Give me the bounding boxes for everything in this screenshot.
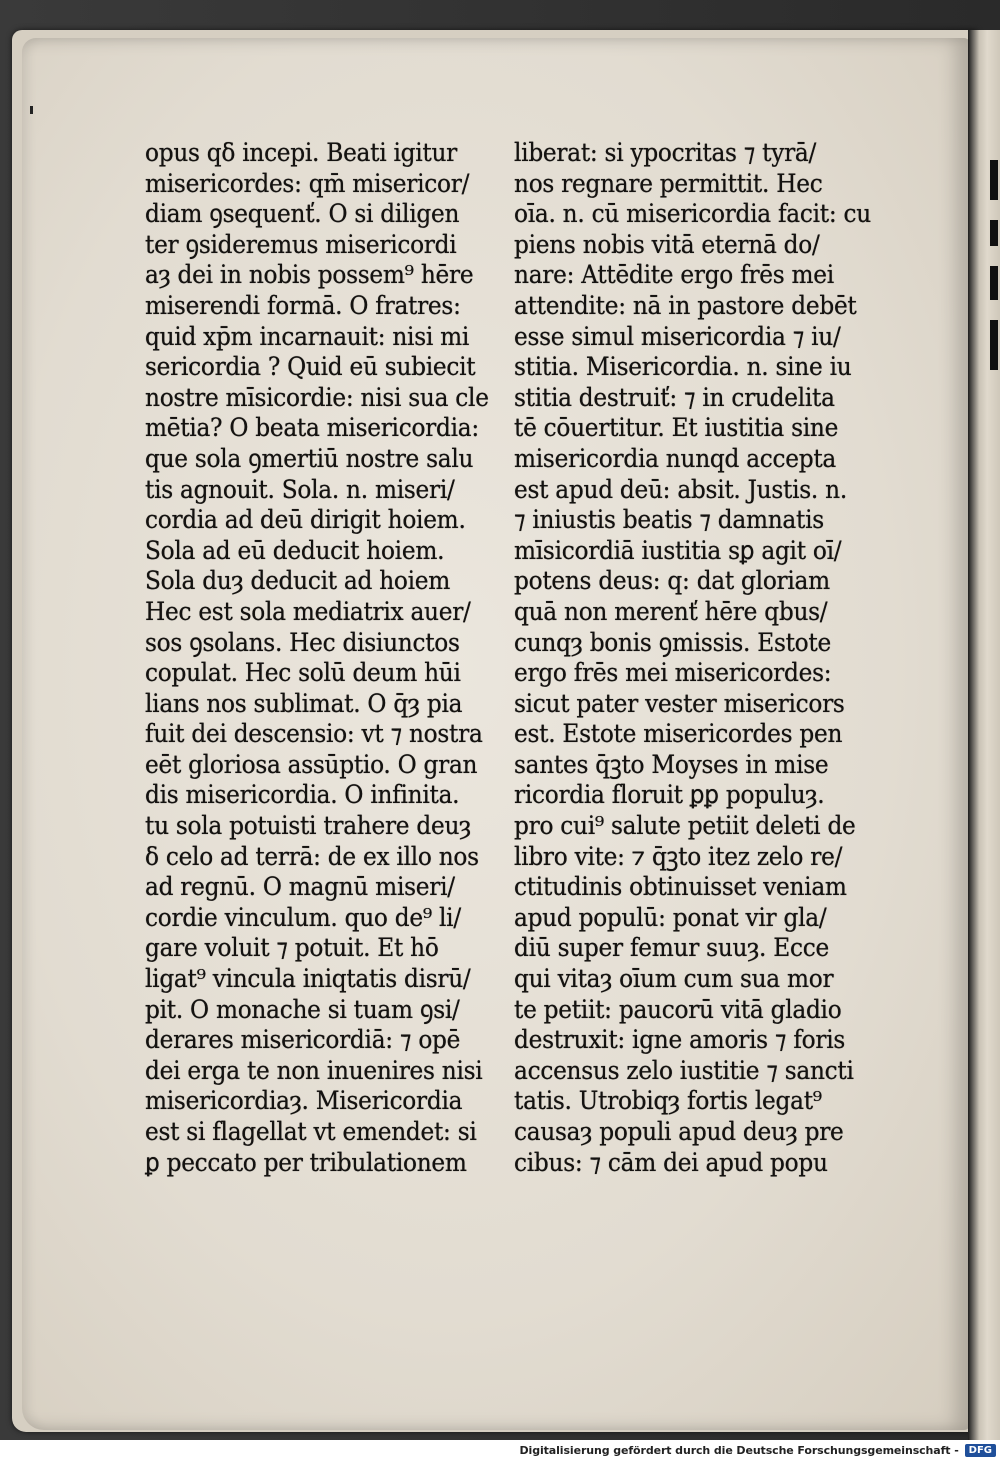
text-line: Sola duȝ deducit ad hoiem: [145, 566, 451, 596]
text-line: sicut pater vester misericors: [514, 688, 845, 718]
facing-page-ink: [990, 220, 998, 246]
text-line: miserendi formā. O fratres:: [145, 290, 461, 320]
text-line: mīsicordiā iustitia sꝑ agit oī/: [514, 535, 842, 565]
text-line: cunqȝ bonis ꝯmissis. Estote: [514, 627, 831, 657]
text-line: qui vitaȝ oīum cum sua mor: [514, 964, 834, 994]
text-line: ad regnū. O magnū miseri/: [145, 872, 455, 902]
facing-page-ink: [990, 160, 998, 200]
text-line: gare voluit ⁊ potuit. Et hō: [145, 933, 439, 963]
text-line: pit. O monache si tuam ꝯsi/: [145, 994, 460, 1024]
text-line: est si flagellat vt emendet: si: [145, 1117, 477, 1146]
text-line: pro cui⁹ salute petiit deleti de: [514, 811, 856, 841]
digitization-footer: [0, 1440, 1000, 1460]
text-line: attendite: nā in pastore debēt: [514, 290, 857, 320]
text-line: dis misericordia. O infinita.: [145, 780, 460, 810]
text-line: causaȝ populi apud deuȝ pre: [514, 1117, 844, 1146]
text-line: tē cōuertitur. Et iustitia sine: [514, 413, 839, 443]
text-line: libro vite: ⁊ q̄ꝫto itez zelo re/: [514, 841, 843, 871]
text-line: potens deus: q: dat gloriam: [514, 566, 830, 596]
left-text-column: [145, 138, 515, 1178]
text-line: opus qδ incepi. Beati igitur: [145, 138, 458, 167]
text-line: destruxit: igne amoris ⁊ foris: [514, 1025, 846, 1055]
text-line: diam ꝯsequenť. O si diligen: [145, 199, 460, 229]
text-line: ricordia floruit ꝑꝑ populuȝ.: [514, 780, 825, 810]
text-line: sericordia ? Quid eū subiecit: [145, 352, 476, 382]
text-line: Hec est sola mediatrix auer/: [145, 596, 471, 626]
text-line: est apud deū: absit. Justis. n.: [514, 474, 847, 504]
text-line: liberat: si ypocritas ⁊ tyrā/: [514, 138, 817, 167]
text-line: ergo frēs mei misericordes:: [514, 658, 832, 688]
text-line: ligat⁹ vincula iniqtatis disrū/: [145, 964, 471, 994]
text-line: mētia? O beata misericordia:: [145, 413, 479, 443]
text-line: misericordes: qm̄ misericor/: [145, 168, 470, 198]
text-line: cordie vinculum. quo de⁹ li/: [145, 902, 461, 932]
text-line: que sola ꝯmertiū nostre salu: [145, 443, 474, 473]
text-line: tu sola potuisti trahere deuȝ: [145, 811, 472, 841]
text-line: misericordiaȝ. Misericordia: [145, 1086, 463, 1116]
text-line: quid xp̄m incarnauit: nisi mi: [145, 321, 470, 351]
text-line: sos ꝯsolans. Hec disiunctos: [145, 627, 460, 657]
dfg-logo: DFG: [965, 1444, 996, 1457]
text-line: oīa. n. cū misericordia facit: cu: [514, 199, 871, 229]
text-line: apud populū: ponat vir gla/: [514, 902, 827, 932]
text-line: δ celo ad terrā: de ex illo nos: [145, 841, 479, 871]
margin-mark: [30, 106, 33, 114]
facing-page-edge: [968, 30, 1000, 1440]
text-line: derares misericordiā: ⁊ opē: [145, 1025, 461, 1055]
text-line: dei erga te non inuenires nisi: [145, 1055, 483, 1085]
text-line: santes q̄ꝫto Moyses in mise: [514, 749, 829, 779]
text-line: nostre mīsicordie: nisi sua cle: [145, 382, 489, 412]
text-line: tatis. Utrobiqȝ fortis legat⁹: [514, 1086, 822, 1116]
text-line: ꝑ peccato per tribulationem: [145, 1147, 467, 1177]
text-line: stitia destruiť: ⁊ in crudelita: [514, 382, 835, 412]
text-line: eēt gloriosa assūptio. O gran: [145, 749, 478, 779]
text-line: quā non merenť hēre qbus/: [514, 596, 828, 626]
text-line: nare: Attēdite ergo frēs mei: [514, 260, 834, 290]
text-line: ⁊ iniustis beatis ⁊ damnatis: [514, 505, 824, 535]
text-line: ter ꝯsideremus misericordi: [145, 229, 457, 259]
text-line: tis agnouit. Sola. n. miseri/: [145, 474, 455, 504]
right-text-column: [514, 138, 898, 1178]
text-line: cibus: ⁊ cām dei apud popu: [514, 1147, 828, 1177]
text-line: aȝ dei in nobis possem⁹ hēre: [145, 260, 474, 290]
text-line: copulat. Hec solū deum hūi: [145, 658, 461, 688]
text-line: misericordia nunqd accepta: [514, 443, 837, 473]
facing-page-ink: [990, 320, 998, 370]
text-line: fuit dei descensio: vt ⁊ nostra: [145, 719, 483, 749]
text-line: diū super femur suuȝ. Ecce: [514, 933, 829, 963]
text-line: lians nos sublimat. O q̄ȝ pia: [145, 688, 463, 718]
text-line: ctitudinis obtinuisset veniam: [514, 872, 847, 902]
text-line: Sola ad eū deducit hoiem.: [145, 535, 445, 565]
text-line: stitia. Misericordia. n. sine iu: [514, 352, 852, 382]
text-line: est. Estote misericordes pen: [514, 719, 843, 749]
facing-page-ink: [990, 266, 998, 300]
text-line: te petiit: paucorū vitā gladio: [514, 994, 842, 1024]
text-line: esse simul misericordia ⁊ iu/: [514, 321, 841, 351]
text-line: cordia ad deū dirigit hoiem.: [145, 505, 466, 535]
text-line: nos regnare permittit. Hec: [514, 168, 823, 198]
funding-credit: Digitalisierung gefördert durch die Deutsche Forschungsgemeinschaft -: [519, 1443, 959, 1457]
text-line: piens nobis vitā eternā do/: [514, 229, 820, 259]
text-line: accensus zelo iustitie ⁊ sancti: [514, 1055, 854, 1085]
